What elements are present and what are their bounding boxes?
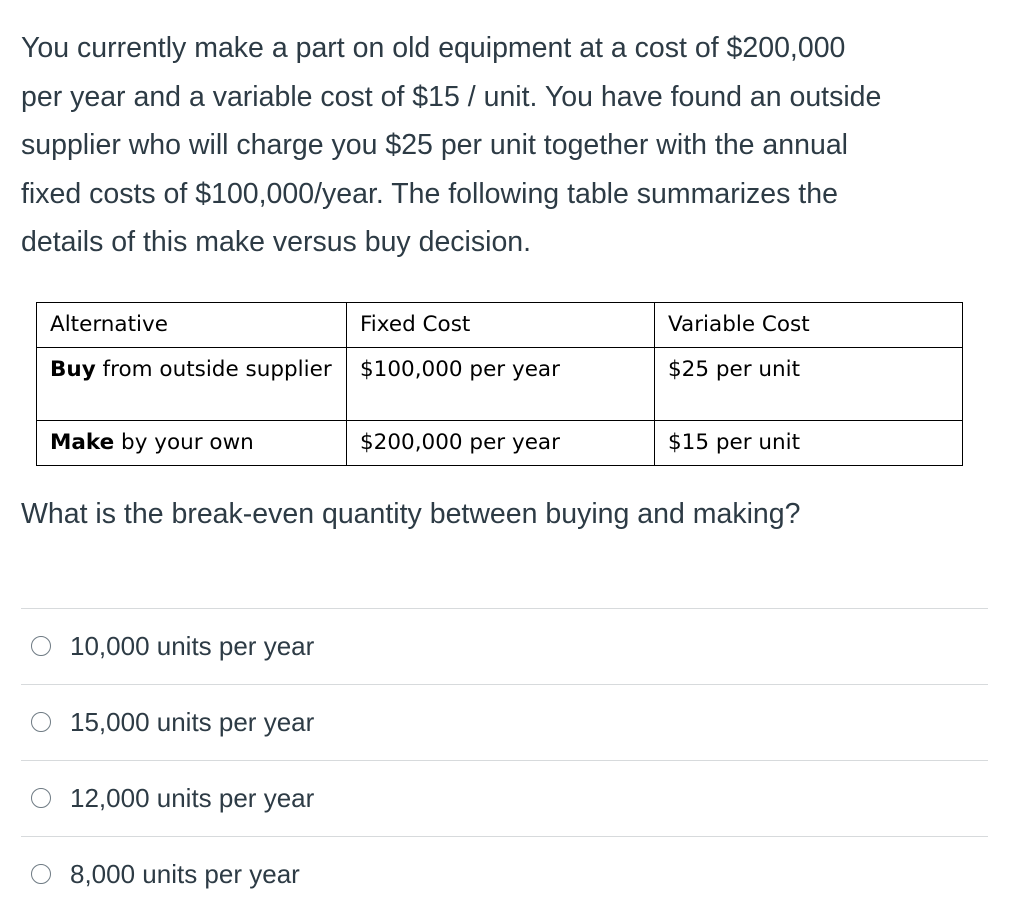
radio-button[interactable]: [31, 788, 51, 808]
alternative-name: Make: [50, 430, 115, 455]
question-line: You currently make a part on old equipment at a cost of $200,000: [21, 32, 846, 64]
alternative-cell: [37, 421, 347, 466]
question-line: fixed costs of $100,000/year. The following table summarizes the: [21, 177, 838, 210]
make-vs-buy-table: [36, 302, 963, 466]
answer-label[interactable]: 15,000 units per year: [70, 707, 315, 737]
question-prompt: What is the break-even quantity between buying and making?: [21, 498, 801, 530]
question-line: details of this make versus buy decision.: [21, 226, 532, 258]
answer-option[interactable]: [21, 608, 988, 684]
radio-button[interactable]: [31, 636, 51, 656]
alternative-detail: from outside supplier: [95, 357, 332, 382]
table-row: [37, 348, 963, 421]
alternative-name: Buy: [50, 357, 96, 382]
answer-label[interactable]: 8,000 units per year: [70, 859, 300, 889]
variable-cost-cell: $25 per unit: [655, 348, 963, 421]
answer-option[interactable]: [21, 760, 988, 836]
question-line: per year and a variable cost of $15 / unit. You have found an outside: [21, 80, 882, 113]
question-text: [21, 24, 991, 267]
question-line: supplier who will charge you $25 per unit together with the annual: [21, 129, 849, 161]
variable-cost-cell: $15 per unit: [655, 421, 963, 466]
answer-option[interactable]: [21, 836, 988, 912]
radio-button[interactable]: [31, 864, 51, 884]
alternative-cell: [37, 348, 347, 421]
header-fixed-cost: Fixed Cost: [347, 303, 655, 348]
table-header-row: [37, 303, 963, 348]
header-variable-cost: Variable Cost: [655, 303, 963, 348]
fixed-cost-cell: $200,000 per year: [347, 421, 655, 466]
alternative-detail: by your own: [114, 430, 254, 455]
answer-label[interactable]: 10,000 units per year: [70, 631, 315, 661]
table-row: [37, 421, 963, 466]
radio-button[interactable]: [31, 712, 51, 732]
answer-label[interactable]: 12,000 units per year: [70, 783, 315, 813]
answer-list: [21, 608, 988, 912]
fixed-cost-cell: $100,000 per year: [347, 348, 655, 421]
header-alternative: Alternative: [37, 303, 347, 348]
answer-option[interactable]: [21, 684, 988, 760]
